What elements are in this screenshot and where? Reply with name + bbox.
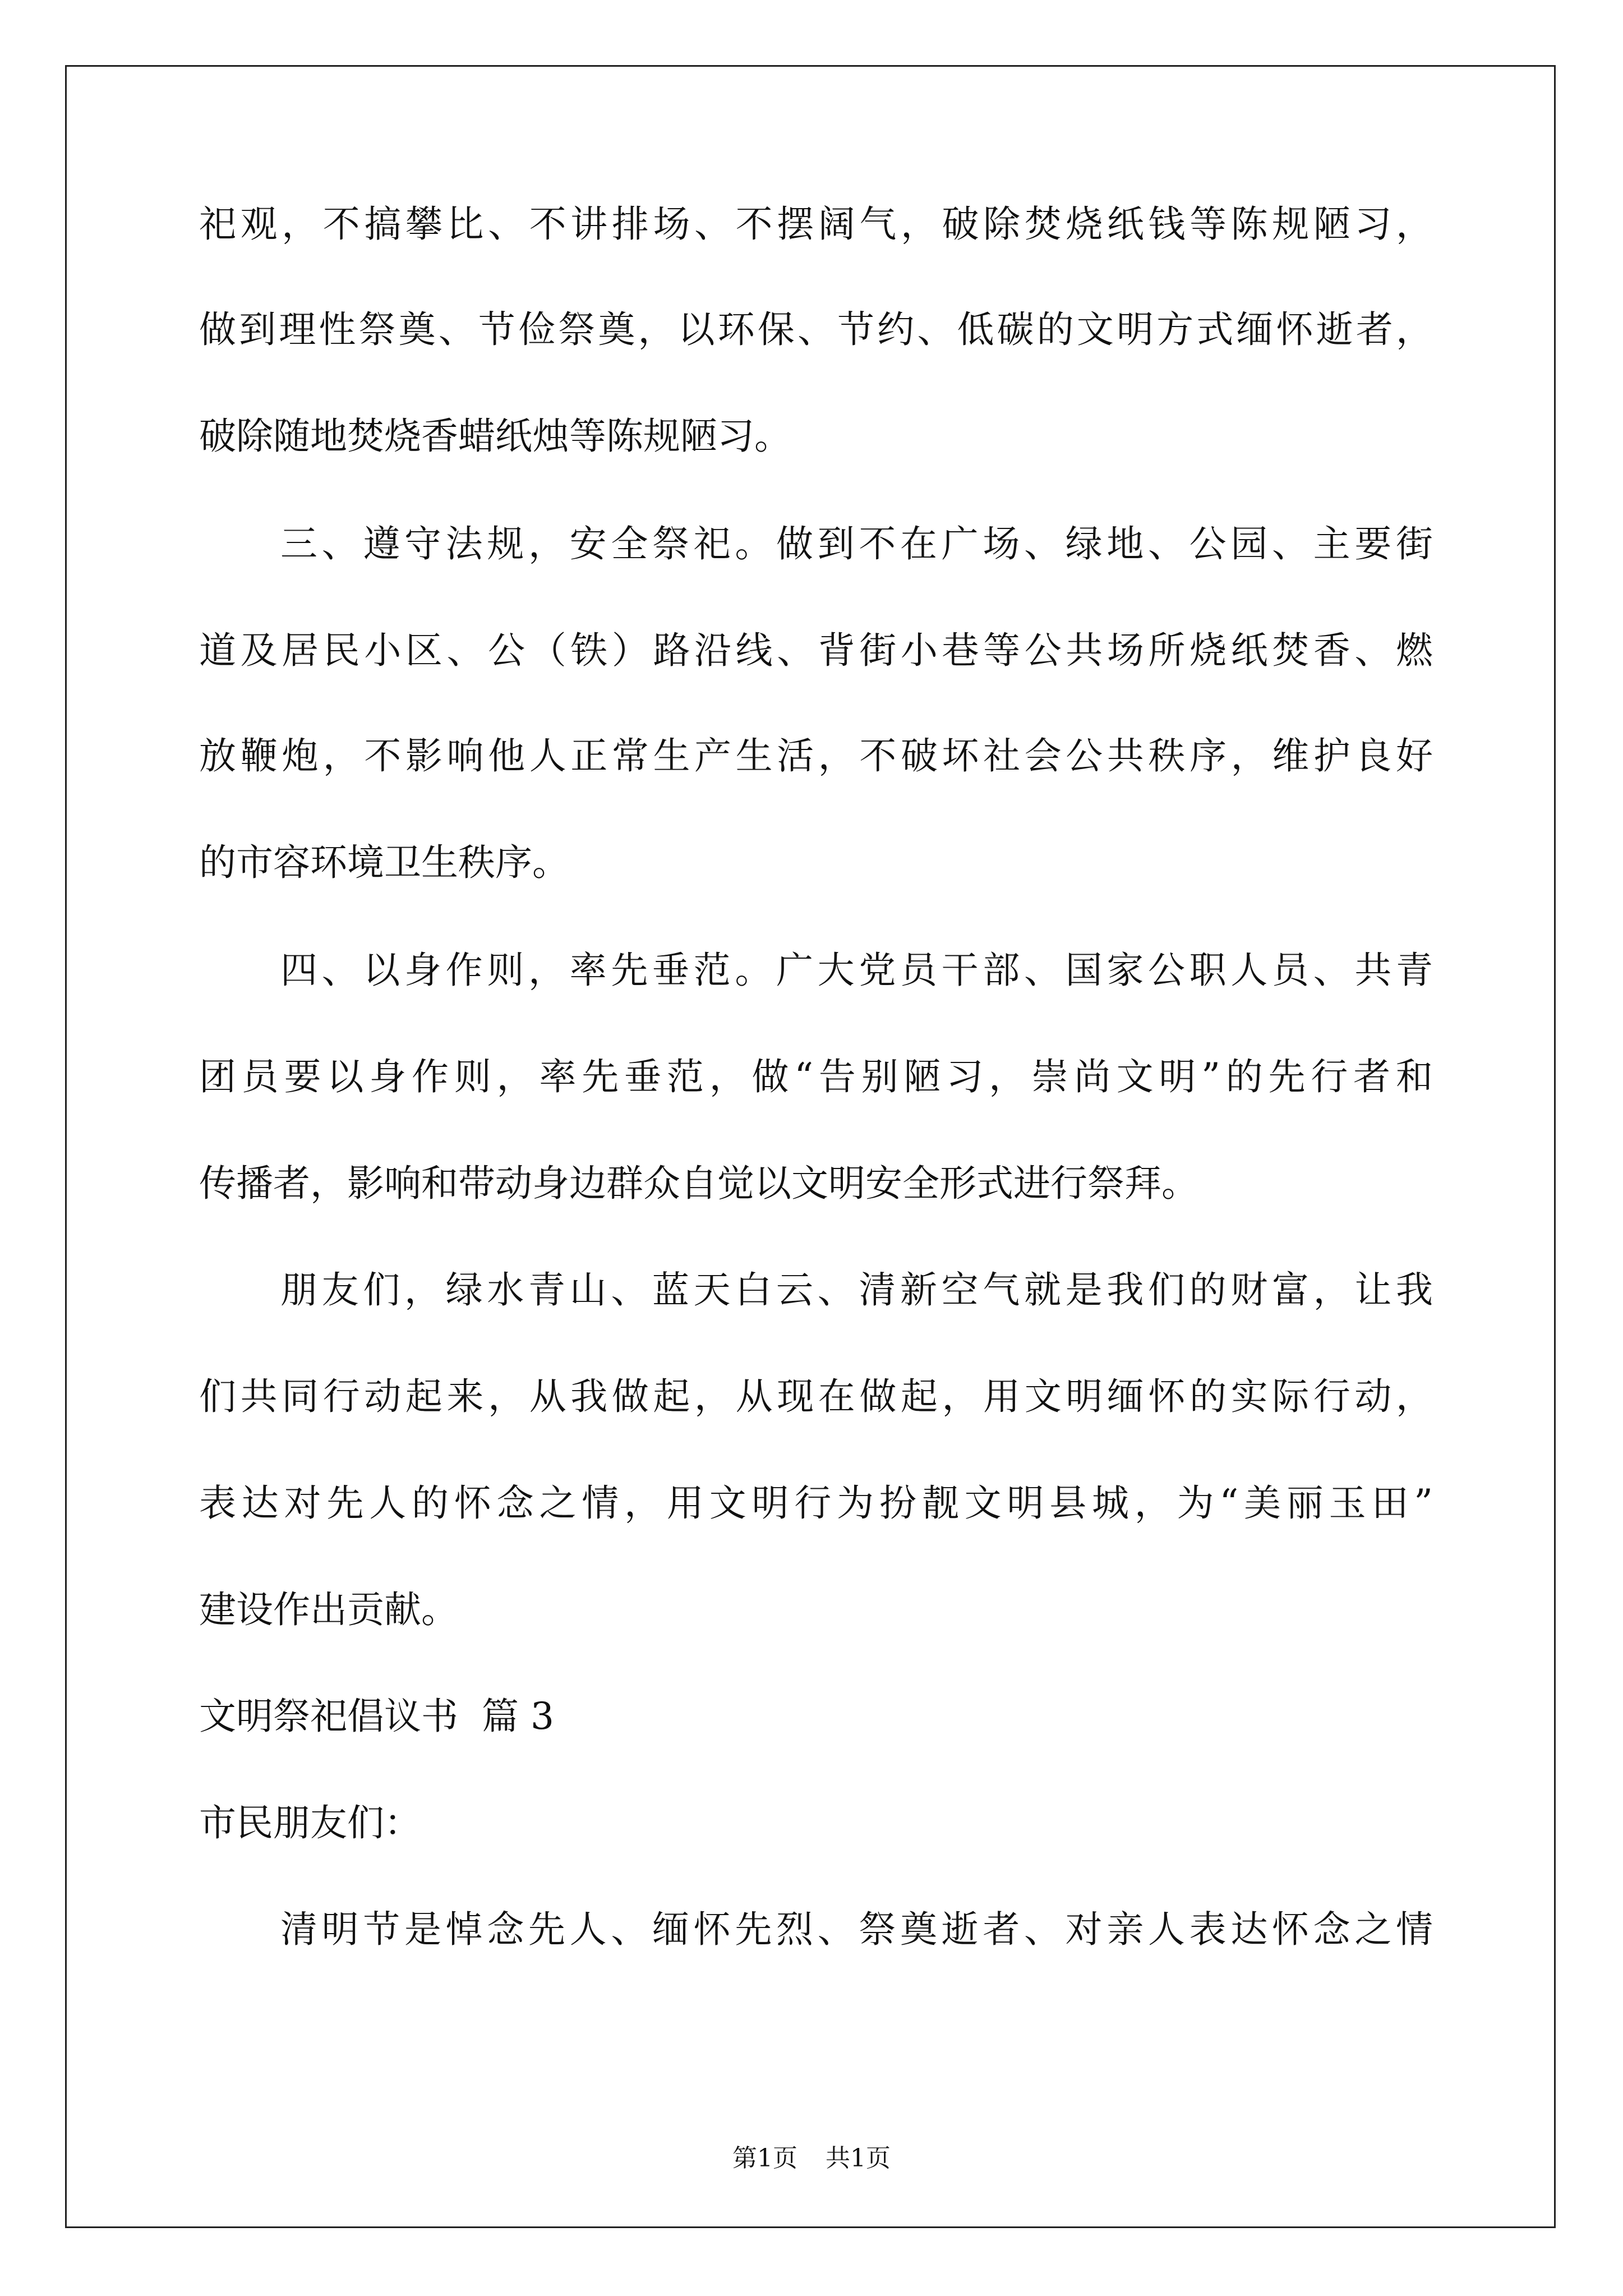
text-line: 建设作出贡献。	[199, 1588, 458, 1631]
page-total: 共1页	[826, 2144, 891, 2173]
paragraph-start-line: 清明节是悼念先人、缅怀先烈、祭奠逝者、对亲人表达怀念之情	[280, 1908, 1433, 1951]
page-border	[65, 65, 1556, 2228]
text-line: 传播者，影响和带动身边群众自觉以文明安全形式进行祭拜。	[199, 1162, 1198, 1205]
text-line: 破除随地焚烧香蜡纸烛等陈规陋习。	[199, 415, 791, 458]
text-line: 团员要以身作则，率先垂范，做“告别陋习，崇尚文明”的先行者和	[199, 1055, 1433, 1098]
text-line: 们共同行动起来，从我做起，从现在做起，用文明缅怀的实际行动，	[199, 1375, 1433, 1418]
paragraph-start-line: 三、遵守法规，安全祭祀。做到不在广场、绿地、公园、主要街	[280, 522, 1433, 565]
text-line: 做到理性祭奠、节俭祭奠，以环保、节约、低碳的文明方式缅怀逝者，	[199, 308, 1433, 351]
text-line: 表达对先人的怀念之情，用文明行为扮靓文明县城，为“美丽玉田”	[199, 1481, 1433, 1525]
paragraph-start-line: 四、以身作则，率先垂范。广大党员干部、国家公职人员、共青	[280, 949, 1433, 992]
section-heading: 文明祭祀倡议书 篇 3	[199, 1695, 554, 1738]
page-number: 第1页	[732, 2144, 797, 2173]
paragraph-start-line: 朋友们，绿水青山、蓝天白云、清新空气就是我们的财富，让我	[280, 1268, 1433, 1312]
salutation: 市民朋友们：	[199, 1801, 421, 1844]
text-line: 的市容环境卫生秩序。	[199, 841, 569, 884]
text-line: 放鞭炮，不影响他人正常生产生活，不破坏社会公共秩序，维护良好	[199, 734, 1433, 777]
page-footer	[0, 2143, 1623, 2174]
text-line: 道及居民小区、公（铁）路沿线、背街小巷等公共场所烧纸焚香、燃	[199, 629, 1433, 672]
text-line: 祀观，不搞攀比、不讲排场、不摆阔气，破除焚烧纸钱等陈规陋习，	[199, 203, 1433, 246]
